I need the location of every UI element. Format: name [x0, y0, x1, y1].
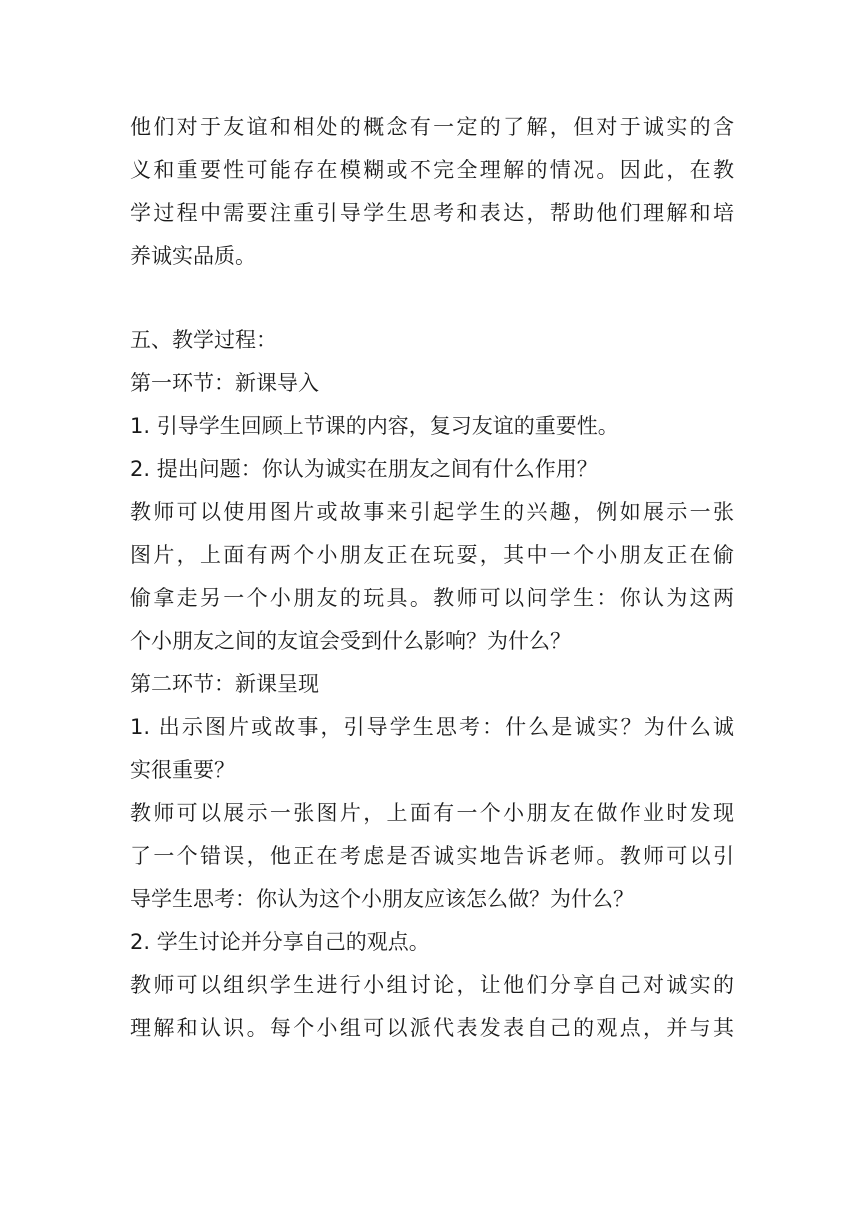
paragraph-gap — [130, 278, 734, 319]
part1-paragraph — [130, 491, 734, 663]
text-line: 1. 出示图片或故事，引导学生思考：什么是诚实？为什么诚 — [130, 715, 734, 739]
text-line: 图片，上面有两个小朋友正在玩耍，其中一个小朋友正在偷 — [130, 543, 734, 567]
part2-paragraph-2 — [130, 964, 734, 1050]
part2-paragraph-1 — [130, 792, 734, 921]
document-body — [130, 106, 734, 1050]
part2-section — [130, 663, 734, 1050]
part1-section — [130, 362, 734, 663]
text-line: 教师可以使用图片或故事来引起学生的兴趣，例如展示一张 — [130, 500, 734, 524]
intro-paragraph — [130, 106, 734, 278]
part2-item-1 — [130, 706, 734, 792]
text-line: 个小朋友之间的友谊会受到什么影响？为什么？ — [130, 629, 571, 653]
part1-heading: 第一环节：新课导入 — [130, 371, 319, 395]
text-line: 理解和认识。每个小组可以派代表发表自己的观点，并与其 — [130, 1016, 734, 1040]
text-line: 导学生思考：你认为这个小朋友应该怎么做？为什么？ — [130, 887, 634, 911]
part1-item-2: 2. 提出问题：你认为诚实在朋友之间有什么作用？ — [130, 457, 598, 481]
section-heading: 五、教学过程： — [130, 328, 277, 352]
text-line: 实很重要？ — [130, 758, 235, 782]
part2-item-2: 2. 学生讨论并分享自己的观点。 — [130, 930, 430, 954]
text-line: 教师可以展示一张图片，上面有一个小朋友在做作业时发现 — [130, 801, 734, 825]
text-line: 他们对于友谊和相处的概念有一定的了解，但对于诚实的含 — [130, 115, 734, 139]
text-line: 教师可以组织学生进行小组讨论，让他们分享自己对诚实的 — [130, 973, 734, 997]
text-line: 养诚实品质。 — [130, 244, 256, 268]
text-line: 偷拿走另一个小朋友的玩具。教师可以问学生：你认为这两 — [130, 586, 734, 610]
text-line: 了一个错误，他正在考虑是否诚实地告诉老师。教师可以引 — [130, 844, 734, 868]
part2-heading: 第二环节：新课呈现 — [130, 672, 319, 696]
text-line: 学过程中需要注重引导学生思考和表达，帮助他们理解和培 — [130, 201, 734, 225]
text-line: 义和重要性可能存在模糊或不完全理解的情况。因此，在教 — [130, 158, 734, 182]
part1-item-1: 1. 引导学生回顾上节课的内容，复习友谊的重要性。 — [130, 414, 619, 438]
